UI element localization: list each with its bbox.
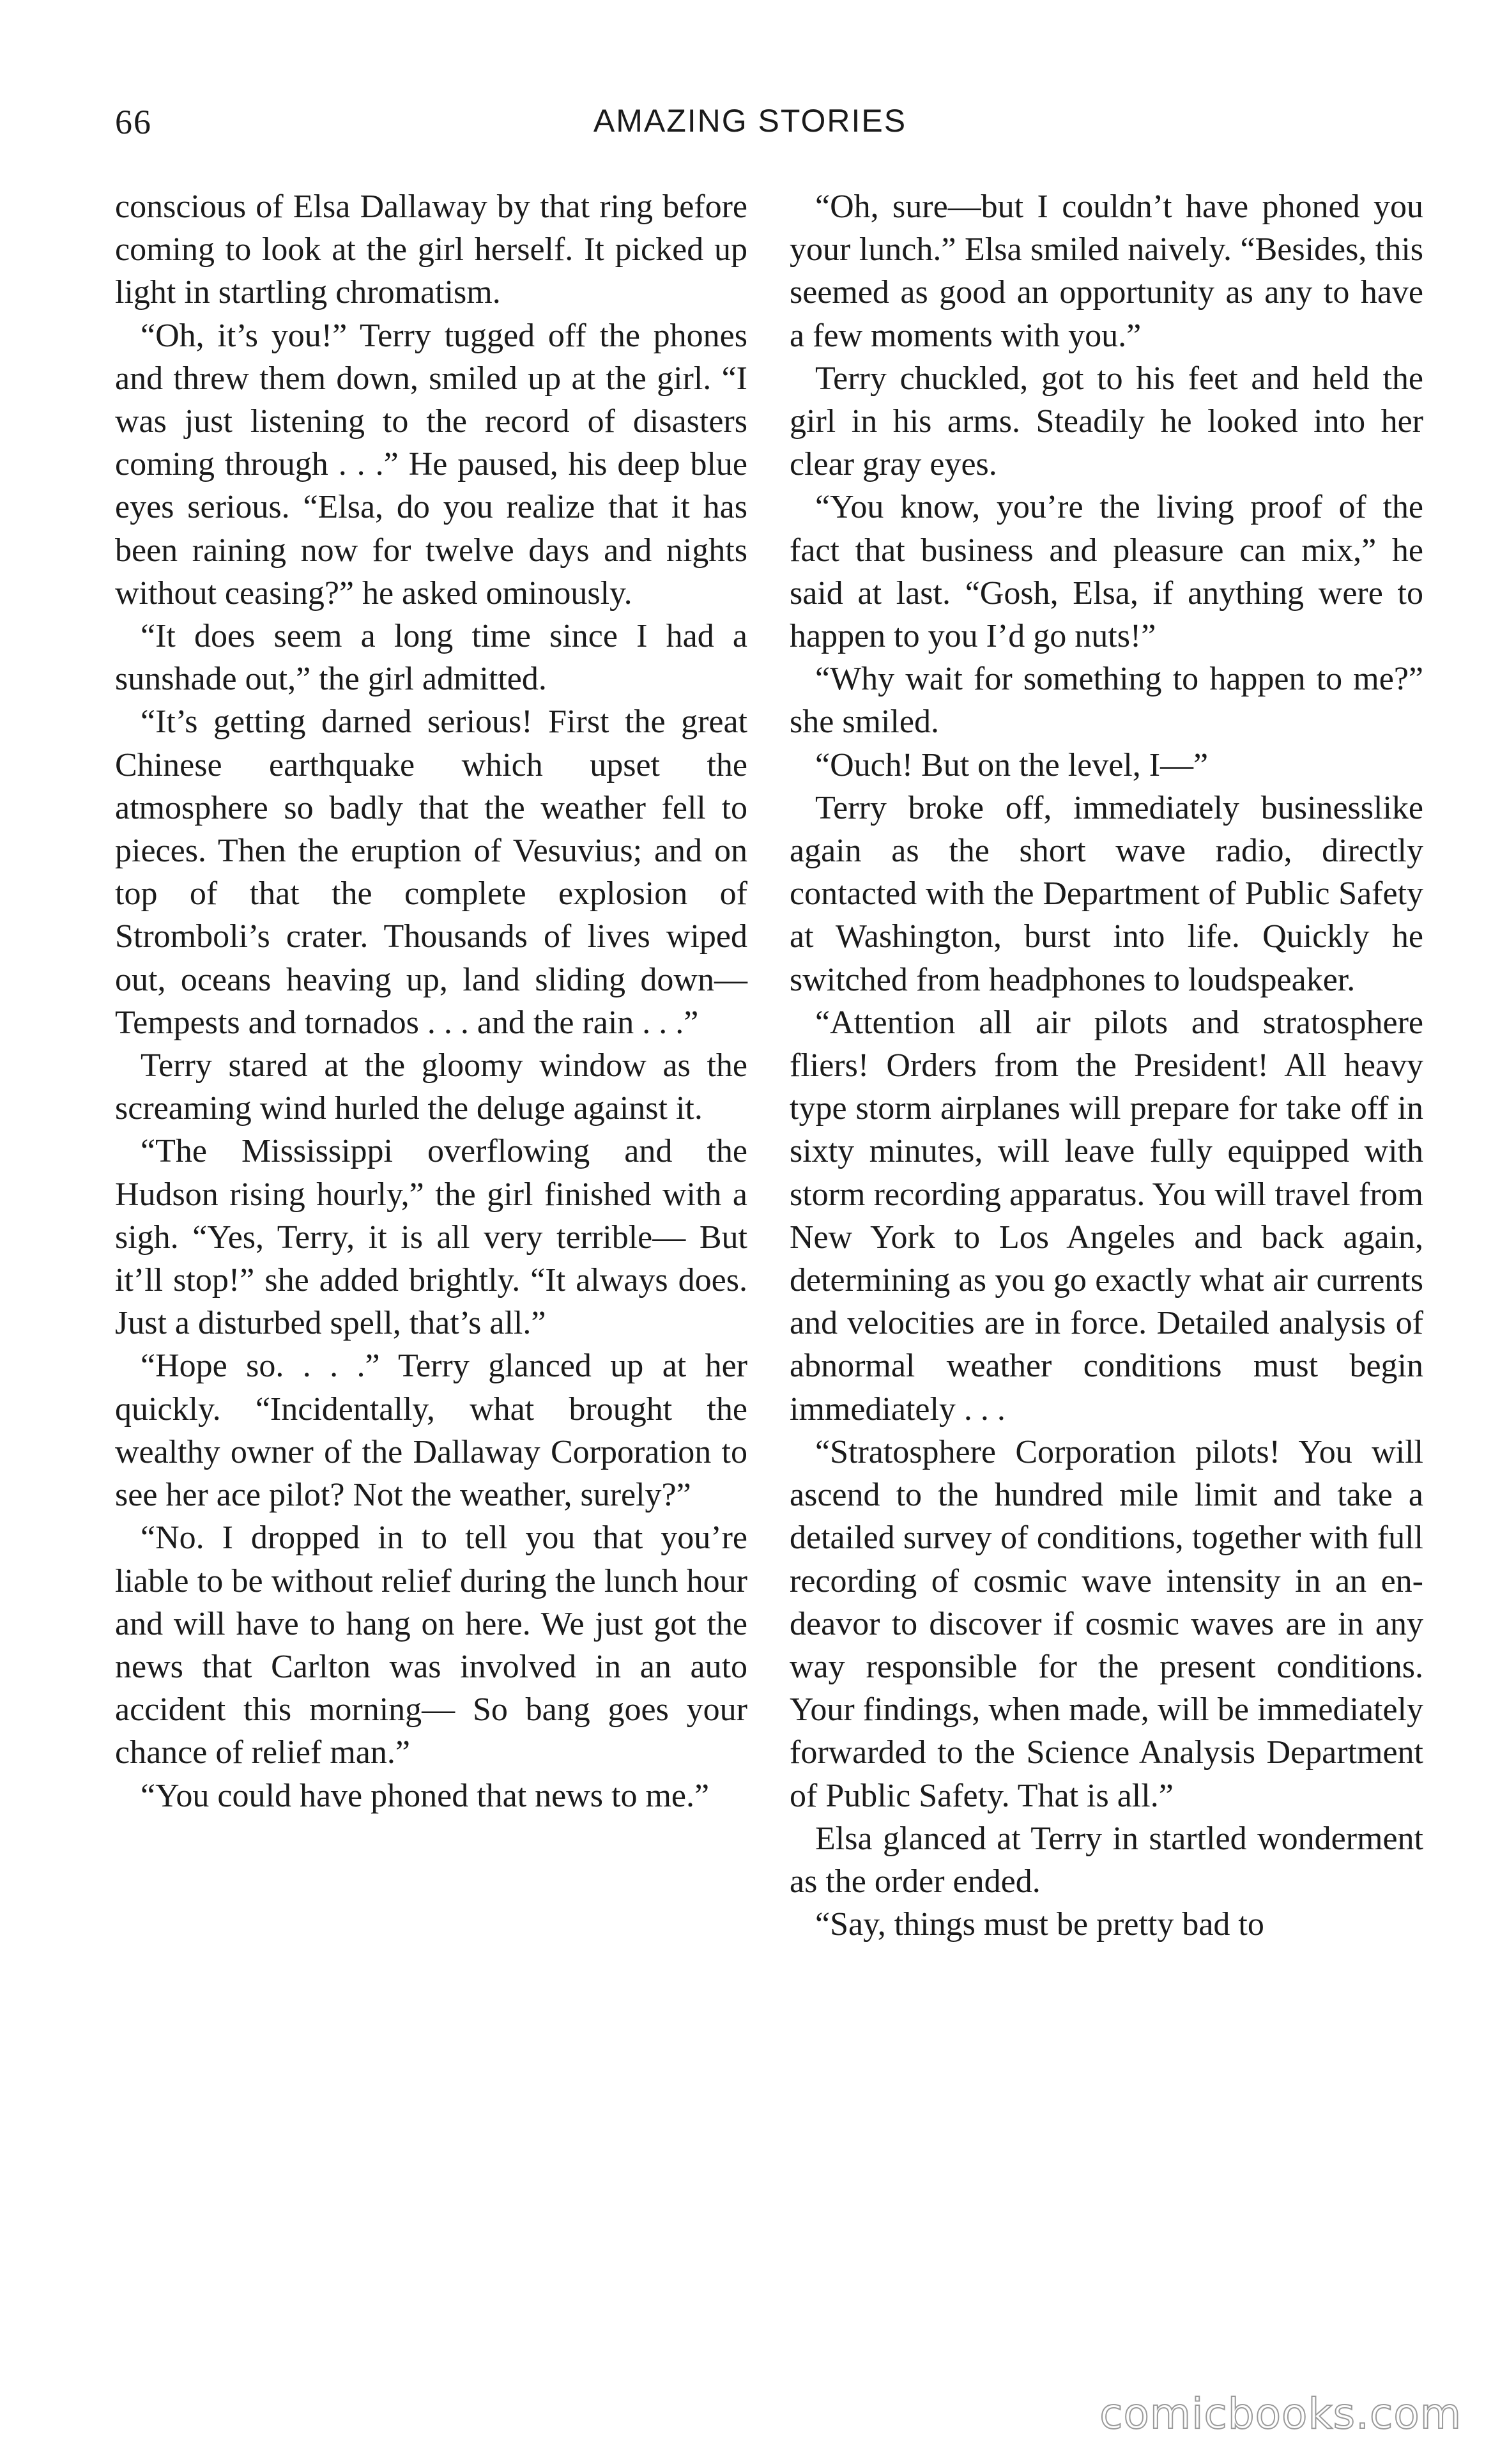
paragraph: “You could have phoned that news to me.” [141, 1777, 710, 1814]
running-title: AMAZING STORIES [593, 103, 907, 139]
paragraph: “Say, things must be pretty bad to [815, 1906, 1264, 1943]
paragraph: “Attention all air pilots and stratosphere fliers! Orders from the President! All heavy type storm airplanes will prepare for take off in sixty minutes, will leave fully equipped with storm recording apparatus. You will travel from New York to Los Angeles and back again, determining as you go exactly what air currents and velocities are in force. Detailed analysis of abnormal weather conditions must begin immediately . . . [790, 1004, 1423, 1428]
paragraph: Terry stared at the gloomy window as the screaming wind hurled the deluge against it. [115, 1047, 747, 1127]
left-column [115, 185, 747, 1817]
paragraph: Terry broke off, immediately businesslike again as the short wave radio, directly contacted with the Department of Public Safety at Washington, burst into life. Quickly he switched from headphones to loudspeaker. [790, 789, 1423, 998]
paragraph: conscious of Elsa Dallaway by that ring before coming to look at the girl herself. It picked up light in startling chromatism. [115, 189, 747, 311]
paragraph: “Hope so. . . .” Terry glanced up at her quickly. “Incidentally, what brought the wealthy owner of the Dallaway Corporation to see her ace pilot? Not the weather, surely?” [115, 1348, 747, 1514]
site-watermark: comicbooks.com [1099, 2389, 1462, 2438]
right-column [790, 185, 1423, 1946]
page-header [0, 102, 1500, 147]
paragraph: “Stratosphere Corporation pilots! You will ascend to the hundred mile limit and take a detailed survey of conditions, together with full recording of cosmic wave intensity in an endeavor to discover if cosmic waves are in any way responsible for the present conditions. Your findings, when made, will be immediately forwarded to the Science Analysis Department of Public Safety. That is all.” [790, 1433, 1423, 1814]
paragraph: “The Mississippi overflowing and the Hudson rising hourly,” the girl finished with a sigh. “Yes, Terry, it is all very terrible— But it’ll stop!” she added brightly. “It always does. Just a disturbed spell, that’s all.” [115, 1133, 747, 1342]
paragraph: “It’s getting darned serious! First the great Chinese earthquake which upset the atmosphere so badly that the weather fell to pieces. Then the eruption of Vesuvius; and on top of that the complete explosion of Stromboli’s crater. Thousands of lives wiped out, oceans heaving up, land sliding down— Tempests and tornados . . . and the rain . . .” [115, 704, 747, 1041]
paragraph: Terry chuckled, got to his feet and held the girl in his arms. Steadily he looked into her clear gray eyes. [790, 360, 1423, 483]
page-number: 66 [115, 103, 152, 141]
paragraph: “No. I dropped in to tell you that you’re liable to be without relief during the lunch hour and will have to hang on here. We just got the news that Carlton was involved in an auto accident this morning— So bang goes your chance of relief man.” [115, 1520, 747, 1771]
paragraph: “It does seem a long time since I had a sunshade out,” the girl admitted. [115, 618, 747, 698]
paragraph: “You know, you’re the living proof of the fact that business and pleasure can mix,” he said at last. “Gosh, Elsa, if anything were to happen to you I’d go nuts!” [790, 489, 1423, 655]
paragraph: “Ouch! But on the level, I—” [815, 746, 1209, 783]
paragraph: Elsa glanced at Terry in startled wonderment as the order ended. [790, 1820, 1423, 1900]
paragraph: “Oh, it’s you!” Terry tugged off the phones and threw them down, smiled up at the girl. “I was just listening to the record of disasters coming through . . .” He paused, his deep blue eyes serious. “Elsa, do you realize that it has been raining now for twelve days and nights without ceasing?” he asked ominously. [115, 317, 747, 612]
paragraph: “Oh, sure—but I couldn’t have phoned you your lunch.” Elsa smiled naively. “Besides, this seemed as good an opportunity as any to have a few moments with you.” [790, 189, 1423, 354]
paragraph: “Why wait for something to happen to me?” she smiled. [790, 661, 1423, 741]
